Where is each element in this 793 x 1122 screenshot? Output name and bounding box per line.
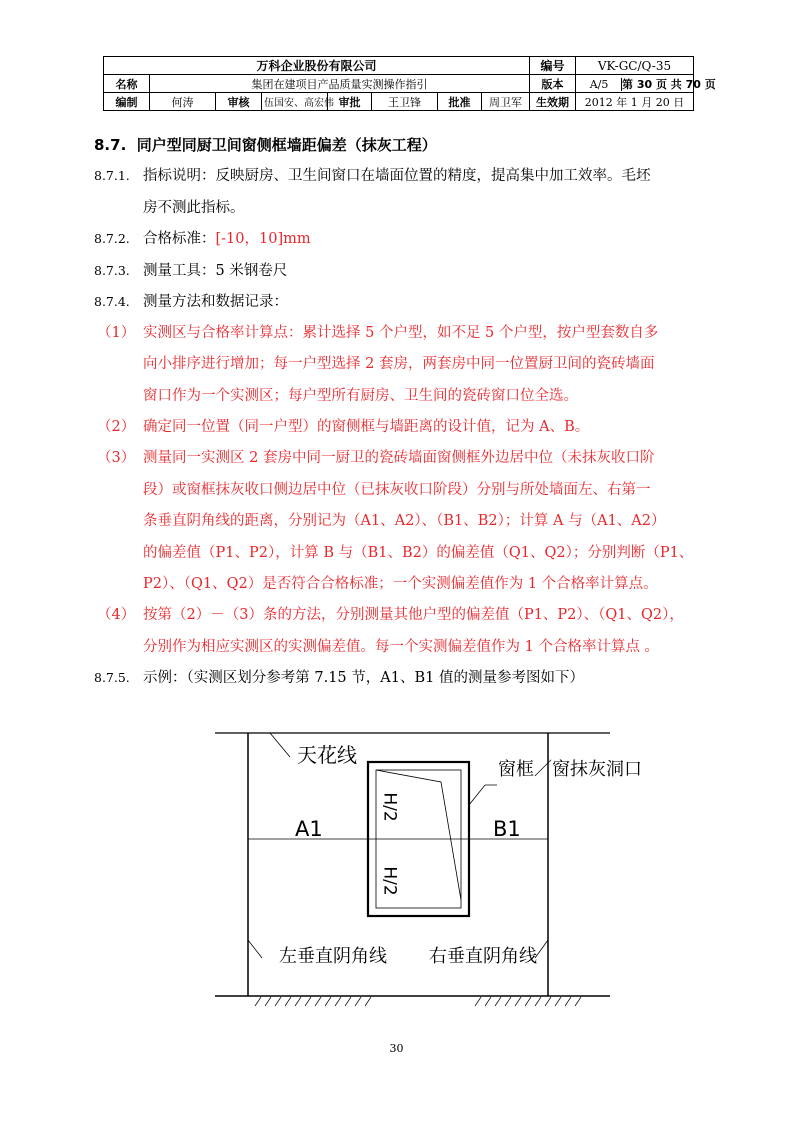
item-number-873: 8.7.3. — [94, 263, 130, 278]
a1-label: A1 — [295, 817, 323, 841]
effective-label: 生效期 — [530, 93, 576, 111]
review-label: 审核 — [216, 93, 262, 111]
b1-label: B1 — [493, 817, 521, 841]
name-label: 名称 — [104, 75, 150, 93]
page-info: 第 30 页 共 70 页 — [622, 77, 716, 91]
section-title-text: 同户型同厨卫间窗侧框墙距偏差（抹灰工程） — [136, 136, 437, 154]
check-label: 审批 — [328, 93, 372, 111]
sub-item-3-line5: P2）、（Q1、Q2）是否符合合格标准；一个实测偏差值作为 1 个合格率计算点。 — [143, 576, 658, 592]
page-number: 30 — [389, 1042, 404, 1055]
item-871-line1: 指标说明：反映厨房、卫生间窗口在墙面位置的精度，提高集中加工效率。毛坯 — [143, 168, 651, 184]
name-value: 集团在建项目产品质量实测操作指引 — [150, 75, 530, 93]
pass-standard-label: 合格标准： — [143, 231, 216, 247]
item-number-875: 8.7.5. — [94, 670, 130, 685]
sub-item-4-number: （4） — [97, 607, 136, 623]
sub-item-2-number: （2） — [97, 419, 136, 435]
left-corner-label: 左垂直阴角线 — [279, 946, 387, 967]
effective-date: 2012 年 1 月 20 日 — [576, 93, 694, 111]
pass-standard-value: [-10，10]mm — [215, 231, 311, 247]
checker-name: 王卫锋 — [372, 93, 438, 111]
item-874-text: 测量方法和数据记录： — [143, 294, 288, 310]
ceiling-label: 天花线 — [297, 743, 357, 767]
approver-name: 周卫军 — [482, 93, 530, 111]
sub-item-3-line3: 条垂直阴角线的距离，分别记为（A1、A2）、（B1、B2）；计算 A 与（A1、A2） — [143, 513, 666, 529]
company-name: 万科企业股份有限公司 — [104, 57, 530, 75]
section-title — [94, 134, 437, 155]
version-value: A/5 — [577, 78, 622, 91]
document-header-table — [103, 56, 716, 111]
sub-item-4-line2: 分别作为相应实测区的实测偏差值。每一个实测偏差值作为 1 个合格率计算点 。 — [143, 639, 660, 655]
ground-hatch — [255, 997, 581, 1006]
version-page-cell — [576, 75, 716, 93]
item-number-874: 8.7.4. — [94, 294, 130, 309]
right-corner-label: 右垂直阴角线 — [429, 946, 537, 967]
frame-leader — [469, 785, 497, 805]
item-number-872: 8.7.2. — [94, 231, 130, 246]
item-872-text — [143, 229, 311, 249]
ceiling-leader — [270, 733, 290, 757]
sub-item-4-line1: 按第（2）－（3）条的方法，分别测量其他户型的偏差值（P1、P2）、（Q1、Q2）， — [143, 607, 684, 623]
edit-label: 编制 — [104, 93, 150, 111]
sub-item-3-line2: 段）或窗框抹灰收口侧边居中位（已抹灰收口阶段）分别与所处墙面左、右第一 — [143, 482, 651, 498]
sub-item-1-number: （1） — [97, 325, 136, 341]
sub-item-1-line3: 窗口作为一个实测区；每户型所有厨房、卫生间的瓷砖窗口位全选。 — [143, 388, 578, 404]
reviewer-names: 伍国安、高宏伟 — [262, 93, 328, 111]
sub-item-2-line1: 确定同一位置（同一户型）的窗侧框与墙距离的设计值，记为 A、B。 — [143, 419, 590, 435]
h2-upper-label: H/2 — [379, 792, 400, 822]
item-875-text: 示例：（实测区划分参考第 7.15 节，A1、B1 值的测量参考图如下） — [143, 670, 584, 686]
code-label: 编号 — [530, 57, 576, 75]
item-number-871: 8.7.1. — [94, 168, 130, 183]
code-value: VK-GC/Q-35 — [576, 57, 694, 75]
sub-item-3-number: （3） — [97, 450, 136, 466]
item-873-text: 测量工具：5 米钢卷尺 — [143, 263, 288, 279]
sub-item-3-line1: 测量同一实测区 2 套房中同一厨卫的瓷砖墙面窗侧框外边居中位（未抹灰收口阶 — [143, 450, 655, 466]
version-label: 版本 — [530, 75, 576, 93]
item-871-line2: 房不测此指标。 — [143, 200, 245, 216]
frame-label: 窗框／窗抹灰洞口 — [498, 759, 642, 780]
measurement-diagram — [215, 725, 642, 1025]
sub-item-3-line4: 的偏差值（P1、P2），计算 B 与（B1、B2）的偏差值（Q1、Q2）；分别判断（P1、 — [143, 545, 694, 561]
sub-item-1-line2: 向小排序进行增加；每一户型选择 2 套房，两套房中同一位置厨卫间的瓷砖墙面 — [143, 356, 655, 372]
left-corner-leader — [248, 940, 262, 958]
approve-label: 批准 — [438, 93, 482, 111]
editor-name: 何涛 — [150, 93, 216, 111]
h2-lower-label: H/2 — [379, 866, 400, 896]
section-number: 8.7. — [94, 136, 127, 154]
sub-item-1-line1: 实测区与合格率计算点：累计选择 5 个户型，如不足 5 个户型，按户型套数自多 — [143, 325, 659, 341]
